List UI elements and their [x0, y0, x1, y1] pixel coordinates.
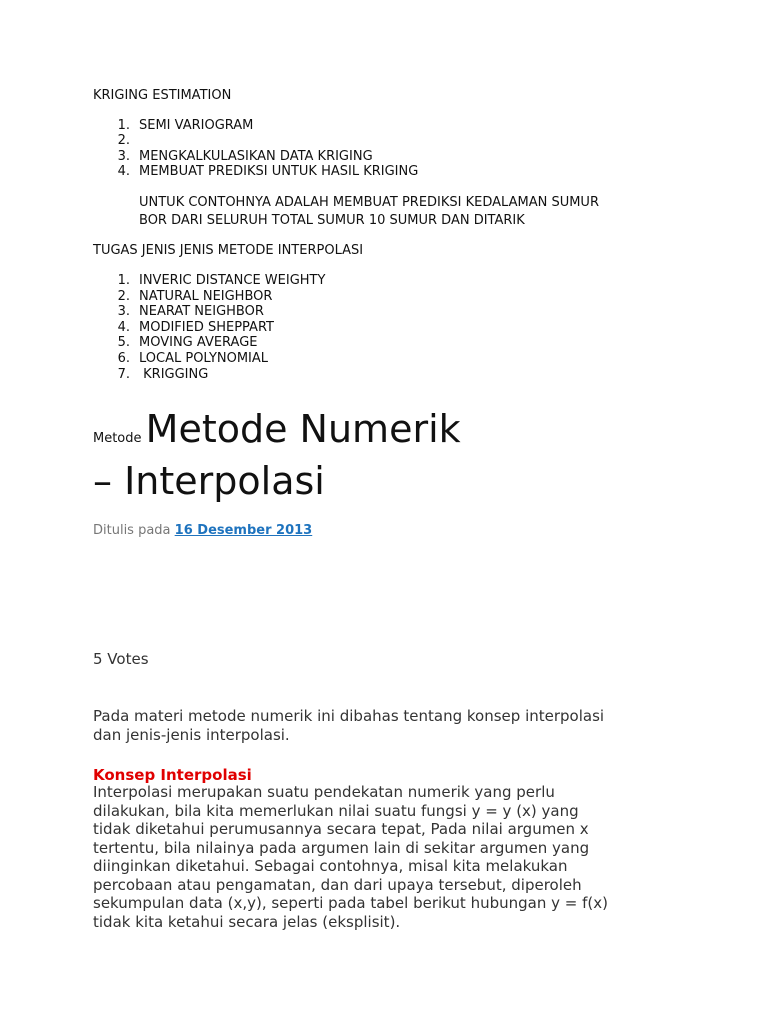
- example-text-line: BOR DARI SELURUH TOTAL SUMUR 10 SUMUR DAN DITARIK: [139, 213, 525, 228]
- list-text: NATURAL NEIGHBOR: [139, 289, 273, 304]
- list-number: 3.: [117, 304, 130, 319]
- list-number: 3.: [117, 149, 130, 164]
- list-number: 6.: [117, 351, 130, 366]
- paragraph-line: percobaan atau pengamatan, dan dari upaya tersebut, diperoleh: [93, 875, 582, 894]
- list-number: 4.: [117, 320, 130, 335]
- list-number: 2.: [117, 133, 130, 148]
- paragraph-line: tidak diketahui perumusannya secara tepat, Pada nilai argumen x: [93, 820, 589, 838]
- paragraph-line: sekumpulan data (x,y), seperti pada tabel berikut hubungan y = f(x): [93, 894, 608, 912]
- list-number: 4.: [117, 164, 130, 179]
- list-text: MODIFIED SHEPPART: [139, 320, 274, 335]
- title-line-2: – Interpolasi: [93, 459, 325, 503]
- task-heading: TUGAS JENIS JENIS METODE INTERPOLASI: [93, 243, 364, 258]
- paragraph-line: Pada materi metode numerik ini dibahas tentang konsep interpolasi: [93, 707, 605, 725]
- list-text: MENGKALKULASIKAN DATA KRIGING: [139, 149, 373, 164]
- list-text: KRIGGING: [139, 367, 209, 382]
- article-title: [93, 406, 461, 452]
- doc-header: KRIGING ESTIMATION: [93, 88, 232, 103]
- list-number: 5.: [117, 335, 130, 350]
- paragraph-line: tidak kita ketahui secara jelas (eksplisit).: [93, 912, 401, 931]
- intro-paragraph: [93, 707, 693, 744]
- paragraph-line: tertentu, bila nilainya pada argumen lain di sekitar argumen yang: [93, 838, 590, 857]
- list-number: 2.: [117, 289, 130, 304]
- body-paragraph: [93, 783, 693, 931]
- title-line-1: Metode Numerik: [145, 407, 461, 451]
- list-text: MEMBUAT PREDIKSI UNTUK HASIL KRIGING: [139, 164, 419, 179]
- list-text: SEMI VARIOGRAM: [139, 118, 254, 133]
- list-text: NEARAT NEIGHBOR: [139, 304, 264, 319]
- list-number: 1.: [117, 273, 130, 288]
- paragraph-line: dan jenis-jenis interpolasi.: [93, 725, 290, 744]
- list-number: 7.: [117, 367, 130, 382]
- list-text: INVERIC DISTANCE WEIGHTY: [139, 273, 326, 288]
- example-text-line: UNTUK CONTOHNYA ADALAH MEMBUAT PREDIKSI KEDALAMAN SUMUR: [139, 195, 599, 210]
- votes-count: 5 Votes: [93, 650, 149, 668]
- list-text: LOCAL POLYNOMIAL: [139, 351, 269, 366]
- paragraph-line: Interpolasi merupakan suatu pendekatan numerik yang perlu: [93, 783, 555, 801]
- posted-on: [93, 523, 312, 538]
- paragraph-line: dilakukan, bila kita memerlukan nilai suatu fungsi y = y (x) yang: [93, 801, 579, 820]
- title-prefix: Metode: [93, 431, 146, 446]
- list-number: 1.: [117, 118, 130, 133]
- posted-date-link[interactable]: 16 Desember 2013: [174, 523, 313, 538]
- paragraph-line: diinginkan diketahui. Sebagai contohnya, misal kita melakukan: [93, 857, 568, 875]
- posted-label: Ditulis pada: [93, 523, 175, 538]
- section-title: Konsep Interpolasi: [93, 766, 252, 784]
- list-text: MOVING AVERAGE: [139, 335, 258, 350]
